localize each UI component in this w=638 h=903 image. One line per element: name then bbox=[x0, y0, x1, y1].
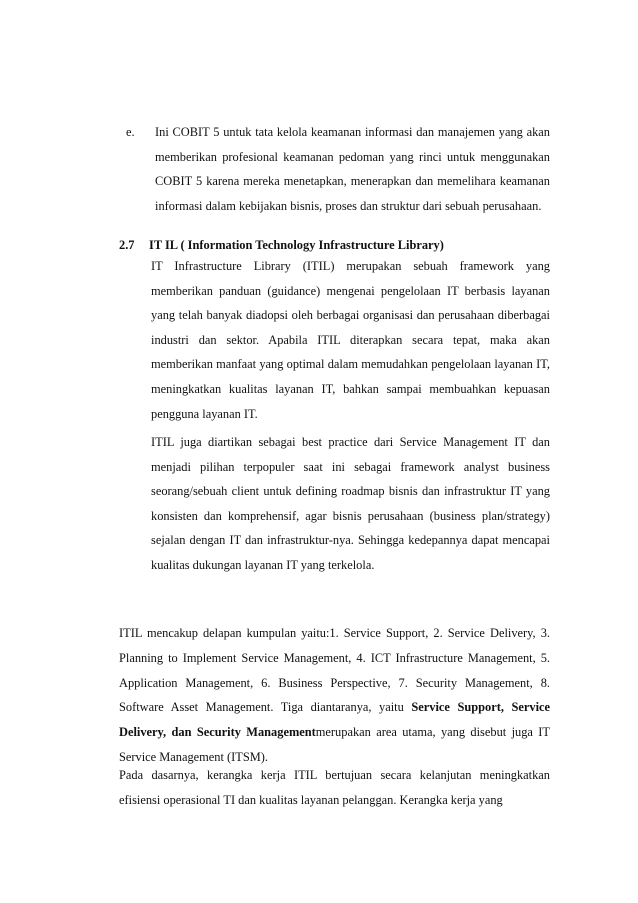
section-number: 2.7 bbox=[119, 238, 135, 252]
paragraph-itil-definition: IT Infrastructure Library (ITIL) merupakan sebuah framework yang memberikan panduan (guidance) mengenai pengelolaan IT berbasis layanan yang telah banyak diadopsi oleh berbagai organisasi dan perusahaan diberbagai industri dan sektor. Apabila ITIL diterapkan secara tepat, maka akan memberikan manfaat yang optimal dalam memudahkan pengelolaan layanan IT, meningkatkan kualitas layanan IT, bahkan sampai membuahkan kepuasan pengguna layanan IT. bbox=[151, 259, 550, 421]
paragraph-itil-purpose: Pada dasarnya, kerangka kerja ITIL bertujuan secara kelanjutan meningkatkan efisiensi operasional TI dan kualitas layanan pelanggan. Kerangka kerja yang bbox=[119, 768, 550, 807]
list-item-e bbox=[126, 120, 550, 218]
section-title: IT IL ( Information Technology Infrastructure Library) bbox=[149, 238, 444, 252]
list-marker: e. bbox=[126, 125, 135, 139]
list-item-text: Ini COBIT 5 untuk tata kelola keamanan informasi dan manajemen yang akan memberikan profesional keamanan pedoman yang rinci untuk menggunakan COBIT 5 karena mereka menetapkan, menerapkan dan memelihara keamanan informasi dalam kebijakan bisnis, proses dan struktur dari sebuah perusahaan. bbox=[155, 125, 550, 213]
p3-bold-text: Service Support, Service Delivery, dan Security Management bbox=[119, 700, 551, 740]
p3-text-end: merupakan area utama, yang disebut juga IT Service Management (ITSM). bbox=[119, 725, 550, 764]
p3-text-start: ITIL mencakup delapan kumpulan yaitu:1. Service Support, 2. Service Delivery, 3. Planning to Implement Service Management, 4. ICT Infrastructure Management, 5. Application Management, 6. Business Perspective, 7. Security Management, 8. Software Asset Management. Tiga diantaranya, yaitu bbox=[119, 626, 550, 715]
paragraph-itil-collections bbox=[119, 621, 550, 770]
paragraph-itil-best-practice: ITIL juga diartikan sebagai best practice dari Service Management IT dan menjadi pilihan terpopuler saat ini sebagai framework analyst business seorang/sebuah client untuk defining roadmap bisnis dan infrastruktur IT yang konsisten dan komprehensif, agar bisnis perusahaan (business plan/strategy) sejalan dengan IT dan infrastruktur-nya. Sehingga kedepannya dapat mencapai kualitas dukungan layanan IT yang terkelola. bbox=[151, 435, 550, 572]
